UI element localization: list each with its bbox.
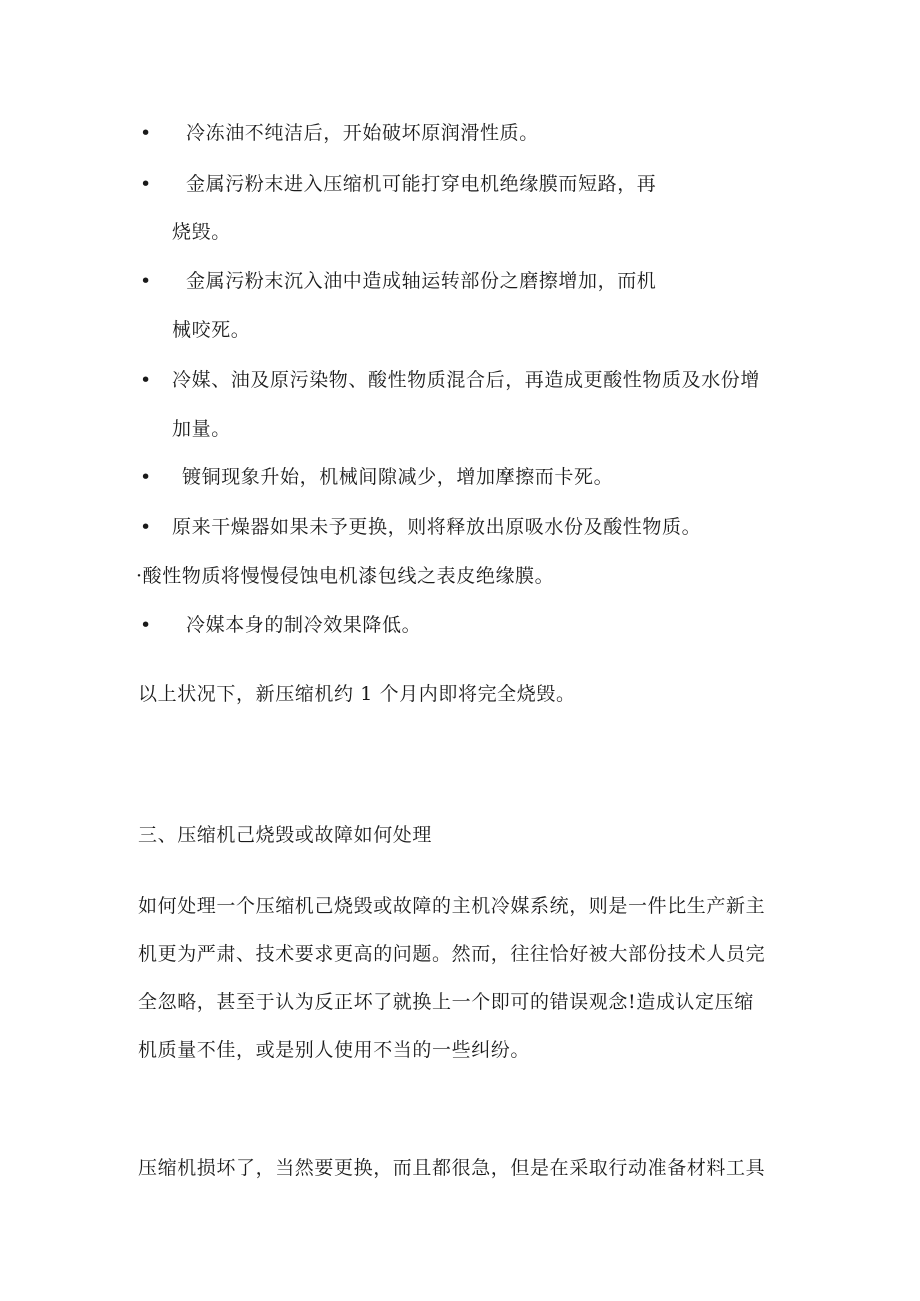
bullet-text-continuation: 烧毁。 (172, 221, 231, 243)
bullet-text: 冷媒、油及原污染物、酸性物质混合后，再造成更酸性物质及水份增 (172, 369, 761, 391)
bullet-text: 冷媒本身的制冷效果降低。 (186, 614, 422, 636)
bullet-text-continuation: 加量。 (172, 418, 231, 440)
bullet-marker: • (140, 270, 152, 292)
bullet-text: 金属污粉末沉入油中造成轴运转部份之磨擦增加，而机 (186, 270, 657, 292)
bullet-text-continuation: 械咬死。 (172, 319, 251, 341)
paragraph-line: 压缩机损坏了，当然要更换，而且都很急，但是在采取行动准备材料工具 (138, 1157, 766, 1179)
bullet-marker: • (140, 122, 152, 144)
bullet-marker: • (140, 516, 152, 538)
section-heading: 三、压缩机己烧毁或故障如何处理 (138, 824, 433, 846)
bullet-marker: • (140, 369, 152, 391)
bullet-text: ·酸性物质将慢慢侵蚀电机漆包线之表皮绝缘膜。 (136, 565, 555, 587)
paragraph-line: 机质量不佳，或是别人使用不当的一些纠纷。 (138, 1039, 531, 1061)
bullet-text: 冷冻油不纯洁后，开始破坏原润滑性质。 (186, 122, 539, 144)
paragraph-line: 机更为严肃、技术要求更高的问题。然而，往往恰好被大部份技术人员完 (138, 943, 766, 965)
bullet-text: 原来干燥器如果未予更换，则将释放出原吸水份及酸性物质。 (172, 516, 702, 538)
bullet-text: 镀铜现象升始，机械间隙减少，增加摩擦而卡死。 (182, 466, 614, 488)
paragraph-line: 全忽略，甚至于认为反正坏了就换上一个即可的错误观念!造成认定压缩 (138, 991, 754, 1013)
bullet-marker: • (140, 173, 152, 195)
bullet-marker: • (140, 614, 152, 636)
paragraph-line: 如何处理一个压缩机己烧毁或故障的主机冷媒系统，则是一件比生产新主 (138, 895, 766, 917)
summary-text: 以上状况下，新压缩机约 1 个月内即将完全烧毁。 (138, 683, 576, 705)
bullet-text: 金属污粉末进入压缩机可能打穿电机绝缘膜而短路，再 (186, 173, 657, 195)
bullet-marker: • (140, 466, 152, 488)
